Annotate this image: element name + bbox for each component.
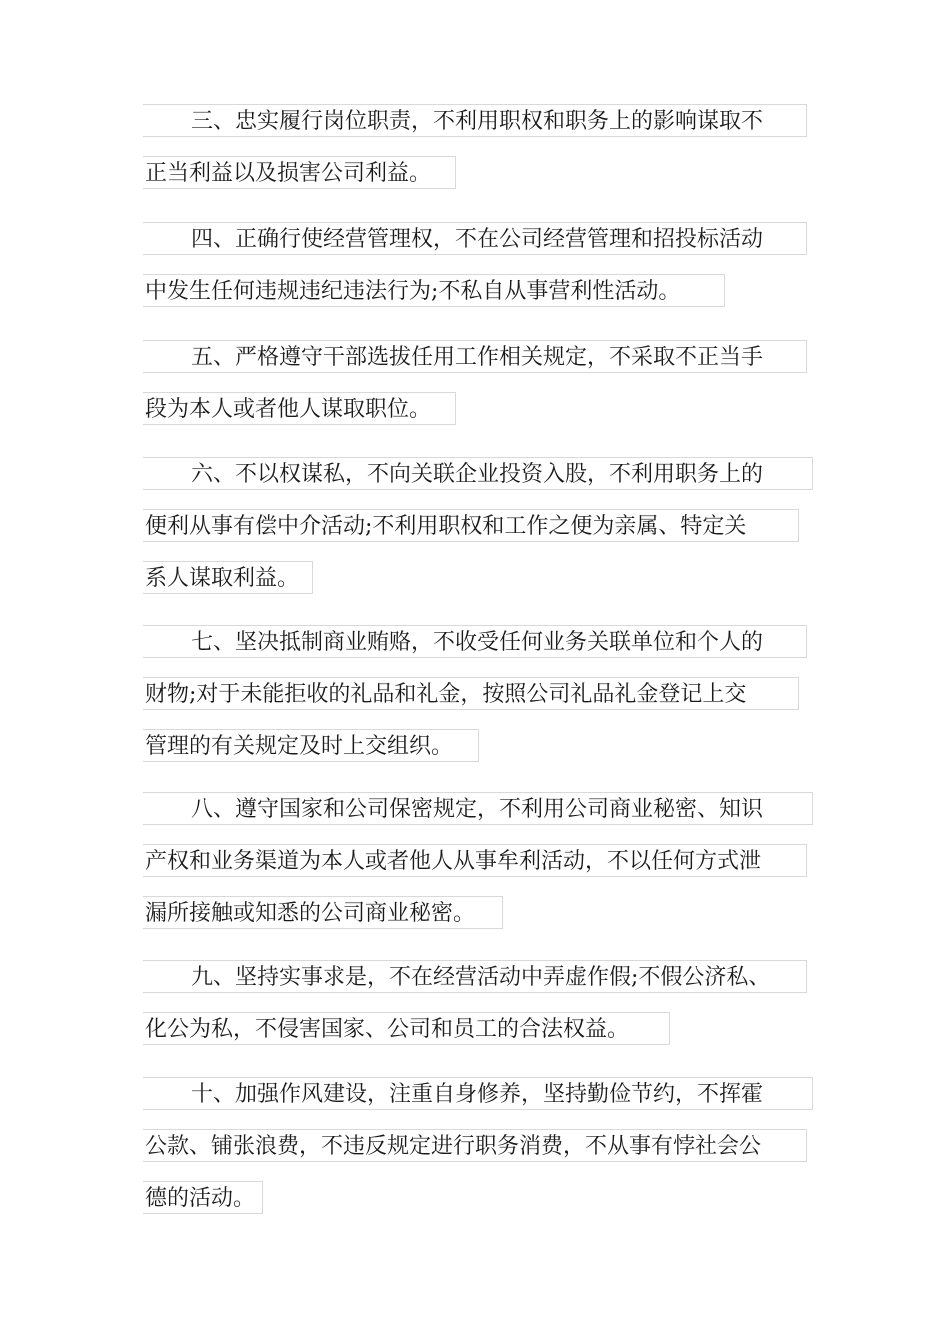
paragraph-5 [143,340,807,444]
paragraph-line: 九、坚持实事求是，不在经营活动中弄虚作假;不假公济私、 [143,960,807,993]
paragraph-9 [143,960,807,1064]
paragraph-line: 十、加强作风建设，注重自身修养，坚持勤俭节约，不挥霍 [143,1077,813,1110]
paragraph-line: 五、严格遵守干部选拔任用工作相关规定，不采取不正当手 [143,340,807,373]
paragraph-3 [143,104,807,208]
paragraph-line: 公款、铺张浪费，不违反规定进行职务消费，不从事有悖社会公 [143,1129,807,1162]
paragraph-line: 德的活动。 [143,1181,263,1214]
paragraph-7 [143,625,807,781]
paragraph-line: 七、坚决抵制商业贿赂，不收受任何业务关联单位和个人的 [143,625,807,658]
paragraph-line: 便利从事有偿中介活动;不利用职权和工作之便为亲属、特定关 [143,509,799,542]
paragraph-8 [143,792,813,948]
paragraph-line: 中发生任何违规违纪违法行为;不私自从事营利性活动。 [143,274,725,307]
paragraph-line: 管理的有关规定及时上交组织。 [143,729,479,762]
paragraph-line: 四、正确行使经营管理权，不在公司经营管理和招投标活动 [143,222,807,255]
paragraph-line: 段为本人或者他人谋取职位。 [143,392,456,425]
paragraph-line: 三、忠实履行岗位职责，不利用职权和职务上的影响谋取不 [143,104,807,137]
paragraph-6 [143,457,813,613]
paragraph-line: 正当利益以及损害公司利益。 [143,156,456,189]
paragraph-line: 产权和业务渠道为本人或者他人从事牟利活动，不以任何方式泄 [143,844,807,877]
paragraph-line: 漏所接触或知悉的公司商业秘密。 [143,896,503,929]
paragraph-line: 化公为私，不侵害国家、公司和员工的合法权益。 [143,1012,670,1045]
paragraph-line: 财物;对于未能拒收的礼品和礼金，按照公司礼品礼金登记上交 [143,677,799,710]
paragraph-line: 八、遵守国家和公司保密规定，不利用公司商业秘密、知识 [143,792,813,825]
paragraph-line: 系人谋取利益。 [143,561,313,594]
paragraph-10 [143,1077,813,1233]
paragraph-4 [143,222,807,326]
paragraph-line: 六、不以权谋私，不向关联企业投资入股，不利用职务上的 [143,457,813,490]
